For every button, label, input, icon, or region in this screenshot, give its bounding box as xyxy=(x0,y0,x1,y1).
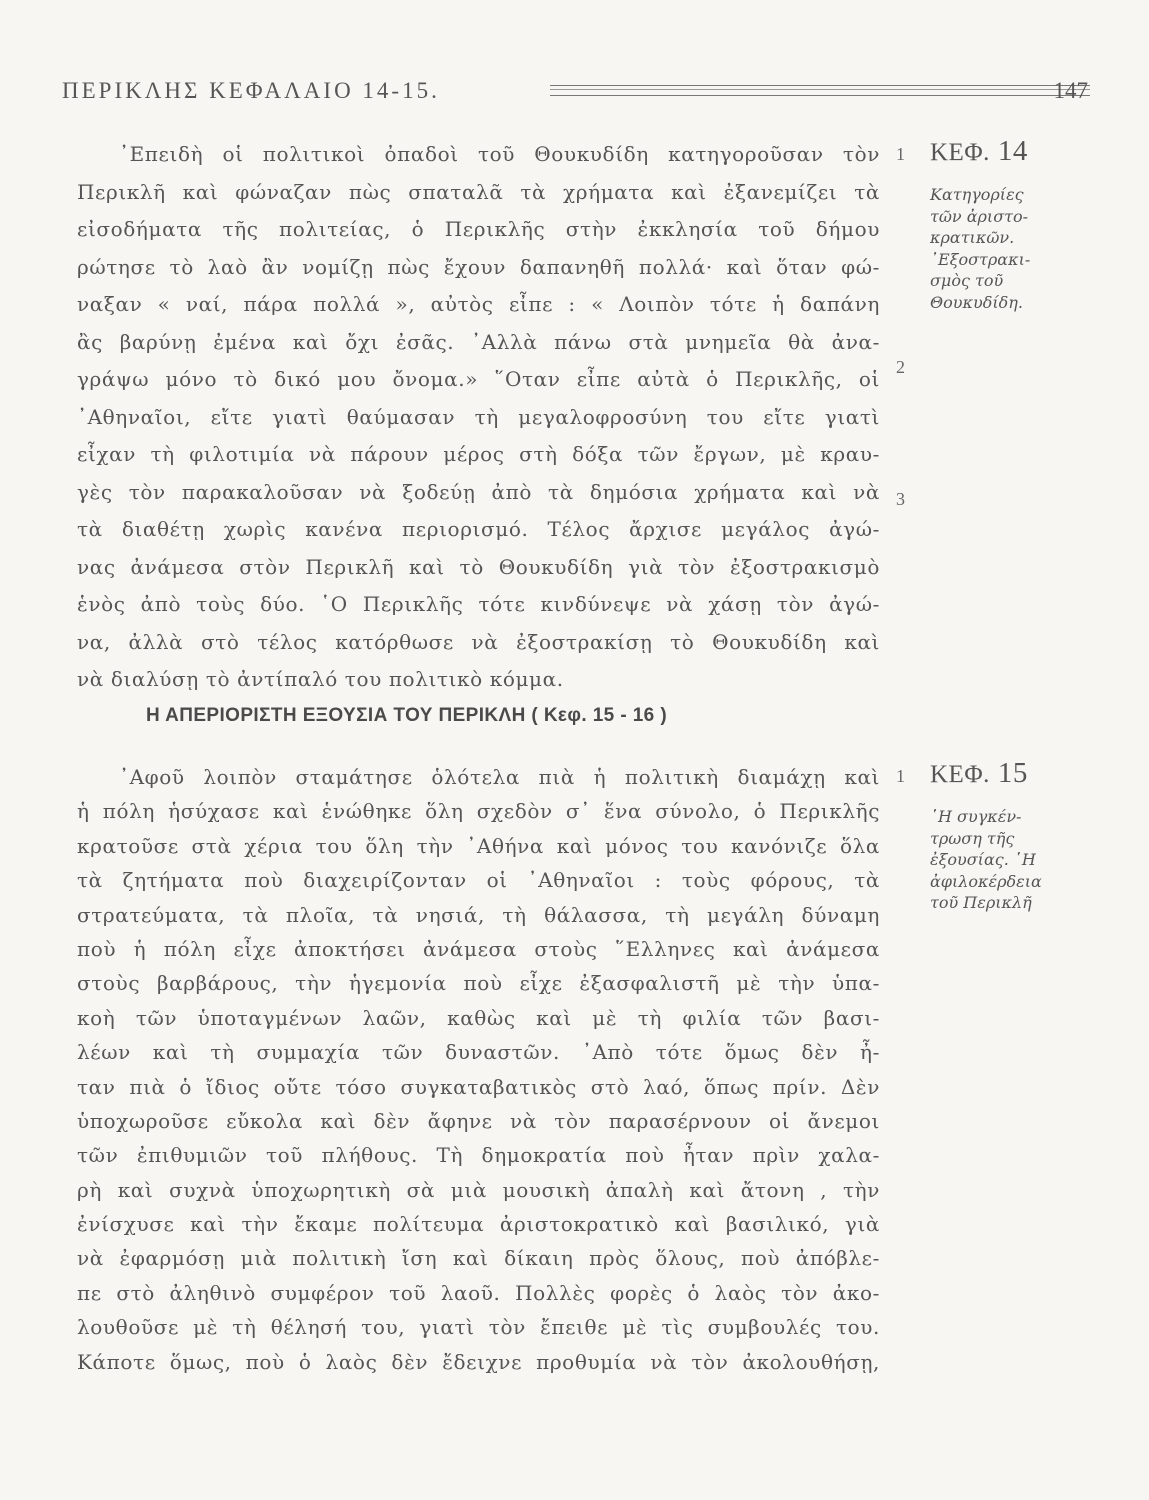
chapter-marker-14 xyxy=(930,135,1028,168)
text-line: ρώτησε τὸ λαὸ ἂν νομίζῃ πὼς ἔχουν δαπανηθῆ πολλά· καὶ ὅταν φώ- xyxy=(77,254,880,279)
margin-note-line: ἀφιλοκέρδεια xyxy=(930,871,1042,891)
text-line: ἐνίσχυσε καὶ τὴν ἔκαμε πολίτευμα ἀριστοκρατικὸ καὶ βασιλικό, γιὰ xyxy=(77,1212,880,1237)
text-line: ἂς βαρύνῃ ἐμένα καὶ ὄχι ἐσᾶς. ᾿Αλλὰ πάνω στὰ μνημεῖα θὰ ἀνα- xyxy=(77,329,880,354)
text-line: νας ἀνάμεσα στὸν Περικλῆ καὶ τὸ Θουκυδίδη γιὰ τὸν ἐξοστρακισμὸ xyxy=(77,554,880,579)
margin-note-line: τρωση τῆς xyxy=(930,828,1015,848)
paragraph-number: 3 xyxy=(896,489,905,509)
text-line: τῶν ἐπιθυμιῶν τοῦ πλήθους. Τὴ δημοκρατία ποὺ ἦταν πρὶν χαλα- xyxy=(77,1143,880,1168)
text-line: πε στὸ ἀληθινὸ συμφέρον τοῦ λαοῦ. Πολλὲς φορὲς ὁ λαὸς τὸν ἀκο- xyxy=(77,1280,880,1305)
text-line: ἑνὸς ἀπὸ τοὺς δύο. ῾Ο Περικλῆς τότε κινδύνεψε νὰ χάσῃ τὸν ἀγώ- xyxy=(77,592,880,616)
section-heading: Η ΑΠΕΡΙΟΡΙΣΤΗ ΕΞΟΥΣΙΑ ΤΟΥ ΠΕΡΙΚΛΗ ( Κεφ. 15 - 16 ) xyxy=(146,705,668,726)
text-line: ᾿Αθηναῖοι, εἴτε γιατὶ θαύμασαν τὴ μεγαλοφροσύνη του εἴτε γιατὶ xyxy=(77,404,880,429)
text-line: Περικλῆ καὶ φώναζαν πὼς σπαταλᾶ τὰ χρήματα καὶ ἐξανεμίζει τὰ xyxy=(77,179,880,204)
text-line: τὰ διαθέτῃ χωρὶς κανένα περιορισμό. Τέλος ἄρχισε μεγάλος ἀγώ- xyxy=(77,517,880,541)
margin-note-line: σμὸς τοῦ xyxy=(930,271,1004,290)
text-line: ρὴ καὶ συχνὰ ὑποχωρητικὴ σὰ μιὰ μουσικὴ ἀπαλὴ καὶ ἄτονη , τὴν xyxy=(77,1177,880,1202)
chapter-number: 14 xyxy=(997,135,1028,167)
text-line: στοὺς βαρβάρους, τὴν ἡγεμονία ποὺ εἶχε ἐξασφαλιστῆ μὲ τὴν ὑπα- xyxy=(77,971,880,996)
margin-note-line: κρατικῶν. xyxy=(930,228,1015,247)
text-line: τὰ ζητήματα ποὺ διαχειρίζονταν οἱ ᾿Αθηναῖοι : τοὺς φόρους, τὰ xyxy=(77,868,880,893)
text-line: ταν πιὰ ὁ ἴδιος οὔτε τόσο συγκαταβατικὸς στὸ λαό, ὅπως πρίν. Δὲν xyxy=(77,1074,880,1099)
text-line: κρατοῦσε στὰ χέρια του ὅλη τὴν ᾿Αθήνα καὶ μόνος του κανόνιζε ὅλα xyxy=(77,833,880,858)
paragraph-number: 2 xyxy=(896,357,905,377)
margin-note-line: ῾Η συγκέν- xyxy=(930,807,1022,826)
margin-note-15 xyxy=(930,806,1100,914)
margin-note-line: ἐξουσίας. ῾Η xyxy=(930,850,1036,869)
margin-note-line: ᾿Εξοστρακι- xyxy=(930,249,1031,269)
text-line: ποὺ ἡ πόλη εἶχε ἀποκτήσει ἀνάμεσα στοὺς ῞Ελληνες καὶ ἀνάμεσα xyxy=(77,936,880,961)
text-line: να, ἀλλὰ στὸ τέλος κατόρθωσε νὰ ἐξοστρακίσῃ τὸ Θουκυδίδη καὶ xyxy=(77,629,880,654)
text-line: νὰ ἐφαρμόσῃ μιὰ πολιτικὴ ἴση καὶ δίκαιη πρὸς ὅλους, ποὺ ἀπόβλε- xyxy=(77,1246,880,1271)
chapter-marker-15 xyxy=(930,757,1028,790)
chapter-number: 15 xyxy=(997,757,1028,789)
margin-note-line: Κατηγορίες xyxy=(930,185,1024,204)
page-number: 147 xyxy=(1053,78,1088,103)
text-line: γὲς τὸν παρακαλοῦσαν νὰ ξοδεύῃ ἀπὸ τὰ δημόσια χρήματα καὶ νὰ xyxy=(77,479,880,504)
margin-note-14 xyxy=(930,184,1100,313)
text-line: κοὴ τῶν ὑποταγμένων λαῶν, καθὼς καὶ μὲ τὴ φιλία τῶν βασι- xyxy=(77,1005,880,1030)
text-line: λουθοῦσε μὲ τὴ θέλησή του, γιατὶ τὸν ἔπειθε μὲ τὶς συμβουλές του. xyxy=(77,1315,880,1340)
text-line: εἰσοδήματα τῆς πολιτείας, ὁ Περικλῆς στὴν ἐκκλησία τοῦ δήμου xyxy=(77,217,880,241)
section1-body xyxy=(77,136,880,699)
text-line: γράψω μόνο τὸ δικό μου ὄνομα.» ῞Οταν εἶπε αὐτὰ ὁ Περικλῆς, οἱ xyxy=(77,367,880,391)
paragraph-number: 1 xyxy=(896,766,905,786)
text-line: ἡ πόλη ἡσύχασε καὶ ἑνώθηκε ὅλη σχεδὸν σ᾿ ἕνα σύνολο, ὁ Περικλῆς xyxy=(77,799,880,824)
margin-note-line: τοῦ Περικλῆ xyxy=(930,893,1032,912)
running-head xyxy=(62,78,1088,108)
running-head-rule xyxy=(550,85,1090,96)
running-head-title: ΠΕΡΙΚΛΗΣ ΚΕΦΑΛΑΙΟ 14-15. xyxy=(62,78,440,103)
text-line: Κάποτε ὅμως, ποὺ ὁ λαὸς δὲν ἔδειχνε προθυμία νὰ τὸν ἀκολουθήσῃ, xyxy=(77,1349,880,1374)
text-line: ὑποχωροῦσε εὔκολα καὶ δὲν ἄφηνε νὰ τὸν παρασέρνουν οἱ ἄνεμοι xyxy=(77,1108,880,1133)
paragraph-number: 1 xyxy=(896,144,905,164)
chapter-label: ΚΕΦ. xyxy=(930,139,990,166)
text-line: νὰ διαλύσῃ τὸ ἀντίπαλό του πολιτικὸ κόμμα. xyxy=(77,667,564,691)
text-line: ναξαν « ναί, πάρα πολλά », αὐτὸς εἶπε : « Λοιπὸν τότε ἡ δαπάνη xyxy=(77,292,880,316)
chapter-label: ΚΕΦ. xyxy=(930,761,990,788)
text-line: λέων καὶ τὴ συμμαχία τῶν δυναστῶν. ᾿Απὸ τότε ὅμως δὲν ἦ- xyxy=(77,1040,880,1065)
text-line: ᾿Επειδὴ οἱ πολιτικοὶ ὀπαδοὶ τοῦ Θουκυδίδη κατηγοροῦσαν τὸν xyxy=(119,142,880,166)
text-line: ᾿Αφοῦ λοιπὸν σταμάτησε ὁλότελα πιὰ ἡ πολιτικὴ διαμάχῃ καὶ xyxy=(119,765,880,789)
margin-note-line: τῶν ἀριστο- xyxy=(930,206,1029,226)
section2-body xyxy=(77,760,880,1379)
margin-note-line: Θουκυδίδη. xyxy=(930,292,1023,312)
text-line: εἶχαν τὴ φιλοτιμία νὰ πάρουν μέρος στὴ δόξα τῶν ἔργων, μὲ κραυ- xyxy=(77,442,880,466)
text-line: στρατεύματα, τὰ πλοῖα, τὰ νησιά, τὴ θάλασσα, τὴ μεγάλη δύναμη xyxy=(77,902,880,927)
